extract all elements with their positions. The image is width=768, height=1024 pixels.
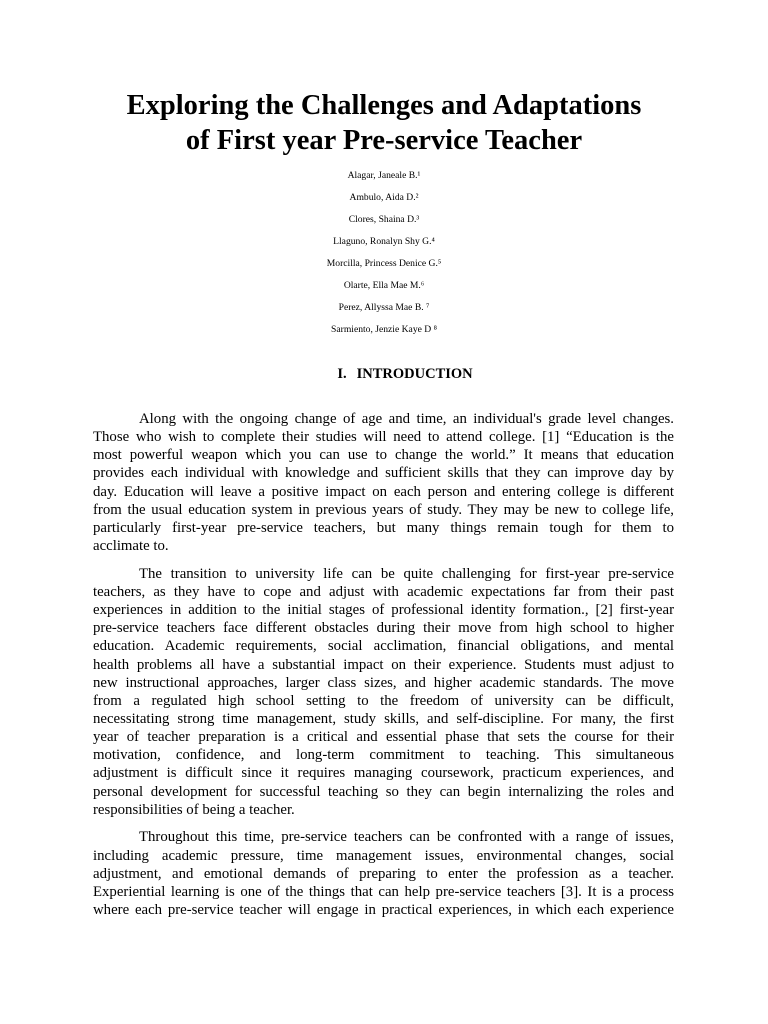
text-line: particularly first-year pre-service teachers, but many things remain tough for them to bbox=[93, 519, 674, 536]
text-line: teachers, as they have to cope and adjust with academic expectations far from their past bbox=[93, 583, 674, 600]
text-line: adjustment is difficult since it requires managing coursework, practicum experiences, and bbox=[93, 765, 674, 782]
author-list bbox=[0, 165, 768, 341]
text-line: Those who wish to complete their studies will need to attend college. [1] “Education is the bbox=[93, 429, 674, 446]
text-line: adjustment, and emotional demands of preparing to enter the profession as a teacher. bbox=[93, 865, 674, 882]
text-line: acclimate to. bbox=[93, 538, 169, 555]
text-line: experiences in addition to the initial stages of professional identity formation., [2] first-year bbox=[93, 602, 674, 619]
text-line: from a regulated high school setting to the freedom of university can be difficult, bbox=[93, 692, 674, 709]
author-name: Alagar, Janeale B.¹ bbox=[347, 170, 421, 181]
author-name: Llaguno, Ronalyn Shy G.⁴ bbox=[333, 236, 435, 247]
text-line: including academic pressure, time management issues, environmental changes, social bbox=[93, 847, 674, 864]
paragraph-gap bbox=[93, 819, 674, 829]
text-line: year of teacher preparation is a critical and essential phase that sets the course for their bbox=[93, 729, 674, 746]
text-line: from the usual education system in previous years of study. They may be new to college life, bbox=[93, 501, 674, 518]
text-line: most powerful weapon which you can use to change the world.” It means that education bbox=[93, 447, 674, 464]
author-name: Ambulo, Aida D.² bbox=[349, 192, 419, 203]
paragraph-gap bbox=[93, 555, 674, 565]
section-number: I. bbox=[337, 366, 347, 382]
text-line: Experiential learning is one of the things that can help pre-service teachers [3]. It is a process bbox=[93, 883, 674, 900]
author-name: Olarte, Ella Mae M.⁶ bbox=[343, 280, 425, 291]
text-line: education. Academic requirements, social acclimation, financial obligations, and mental bbox=[93, 638, 674, 655]
text-line: responsibilities of being a teacher. bbox=[93, 801, 295, 818]
author-name: Morcilla, Princess Denice G.⁵ bbox=[326, 258, 442, 269]
text-line: Throughout this time, pre-service teachers can be confronted with a range of issues, bbox=[139, 829, 674, 846]
section-title: INTRODUCTION bbox=[356, 366, 473, 382]
text-line: The transition to university life can be quite challenging for first-year pre-service bbox=[139, 565, 674, 582]
text-line: day. Education will leave a positive impact on each person and entering college is different bbox=[93, 483, 674, 500]
paragraph-3 bbox=[93, 828, 674, 919]
text-line: where each pre-service teacher will engage in practical experiences, in which each experience bbox=[93, 902, 674, 919]
text-line: pre-service teachers face different obstacles during their move from high school to higher bbox=[93, 620, 674, 637]
title-line-1: Exploring the Challenges and Adaptations bbox=[126, 90, 642, 121]
text-line: personal development for successful teaching so they can begin internalizing the roles and bbox=[93, 783, 674, 800]
author-name: Sarmiento, Jenzie Kaye D ⁸ bbox=[331, 324, 437, 335]
paragraph-1 bbox=[93, 410, 674, 555]
body-text bbox=[93, 410, 674, 919]
text-line: provides each individual with knowledge and sufficient skills that they can improve day by bbox=[93, 465, 674, 482]
text-line: Along with the ongoing change of age and time, an individual's grade level changes. bbox=[139, 411, 674, 427]
text-line: health problems all have a substantial impact on their experience. Students must adjust to bbox=[93, 656, 674, 673]
title-line-2: of First year Pre-service Teacher bbox=[185, 125, 583, 156]
text-line: new instructional approaches, larger class sizes, and higher academic standards. The move bbox=[93, 674, 674, 691]
text-line: necessitating strong time management, study skills, and self-discipline. For many, the first bbox=[93, 711, 674, 727]
text-line: motivation, confidence, and long-term commitment to teaching. This simultaneous bbox=[93, 747, 674, 764]
paper-title bbox=[40, 88, 728, 158]
author-name: Clores, Shaina D.³ bbox=[348, 214, 420, 225]
section-heading bbox=[0, 364, 768, 384]
author-name: Perez, Allyssa Mae B. ⁷ bbox=[338, 302, 430, 313]
paragraph-2 bbox=[93, 565, 674, 819]
